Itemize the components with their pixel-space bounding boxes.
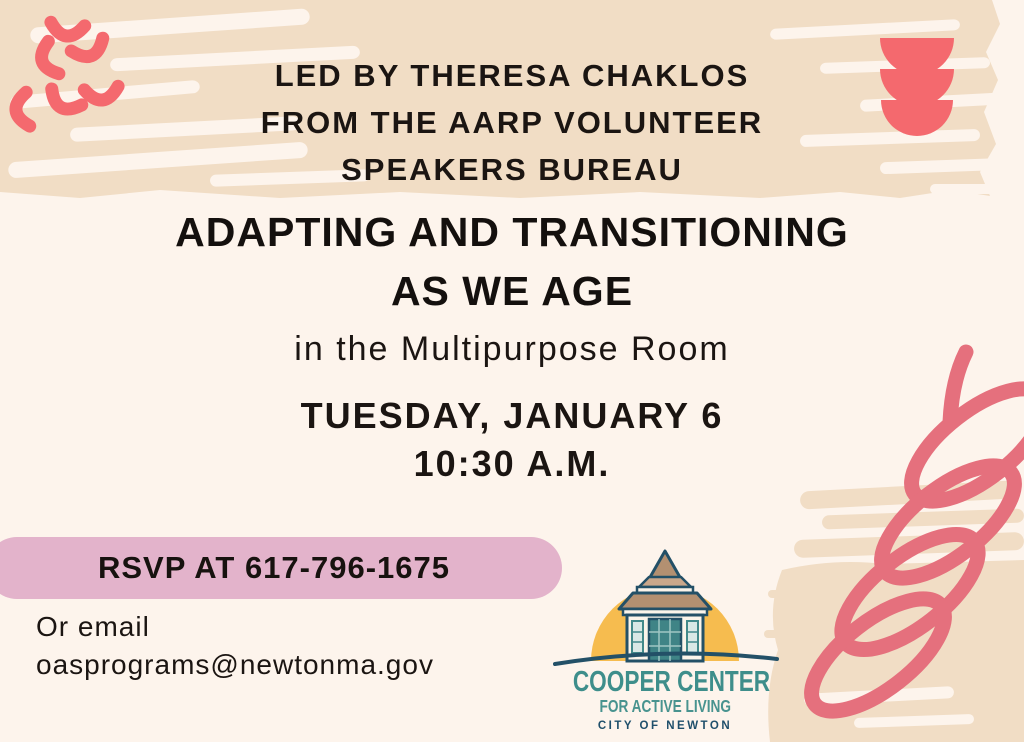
- event-time: 10:30 A.M.: [413, 443, 611, 484]
- cupola-illustration: [545, 549, 785, 667]
- title-line-1: ADAPTING AND TRANSITIONING: [175, 209, 849, 255]
- rsvp-banner: [0, 537, 562, 599]
- event-location: in the Multipurpose Room: [294, 330, 730, 368]
- rsvp-text: RSVP AT 617-796-1675: [97, 550, 450, 585]
- header-block: [0, 52, 1024, 193]
- header-line-3: SPEAKERS BUREAU: [341, 152, 683, 187]
- cooper-center-logo: [545, 549, 785, 732]
- title-line-2: AS WE AGE: [390, 268, 634, 314]
- header-line-2: FROM THE AARP VOLUNTEER: [260, 105, 764, 140]
- header-line-1: LED BY THERESA CHAKLOS: [274, 58, 750, 93]
- contact-line-1: Or email: [36, 611, 150, 642]
- logo-city: CITY OF NEWTON: [597, 720, 733, 732]
- event-title: [0, 203, 1024, 321]
- event-date: TUESDAY, JANUARY 6: [300, 395, 724, 436]
- event-schedule: [0, 392, 1024, 488]
- logo-tagline: FOR ACTIVE LIVING: [599, 696, 731, 716]
- logo-name: COOPER CENTER: [572, 666, 771, 698]
- contact-block: [36, 608, 434, 684]
- contact-email: oasprograms@newtonma.gov: [36, 649, 434, 680]
